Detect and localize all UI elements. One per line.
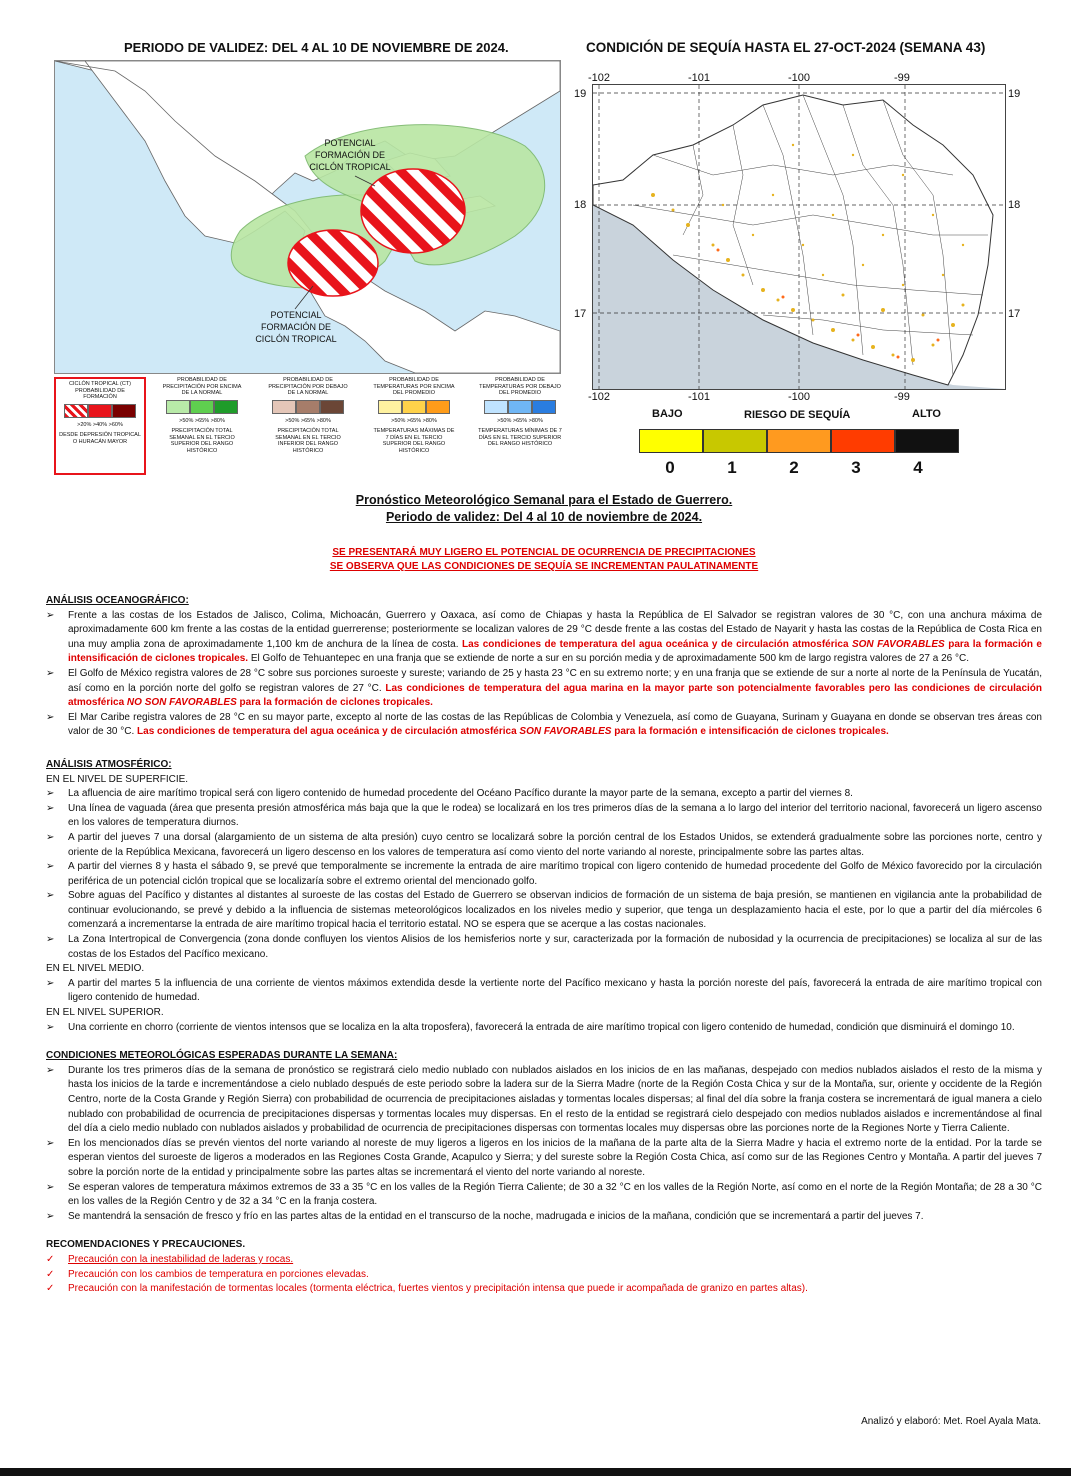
list-item (46, 889, 1042, 933)
y-tick-left: 17 (574, 308, 587, 320)
arrow-bullet-icon: ➢ (46, 1137, 55, 1149)
cond2-text: En los mencionados días se prevén vientos del norte variando al noreste de muy ligeros a ligeros en los inicios de la mañana de la parte alta de la Sierra Madre y hacia el extremo norte de la entidad. Por la tarde se esperan vientos del suroeste de ligeros a moderados en las Regiones Costa Grande, Acapulco y Sierra; y del sureste sobre la Región Costa Chica, así como sur de las Regiones Centro y Montaña. A partir del jueves 7 sobre la porción norte de la entidad y principalmente sobre las partes altas se incrementará el viento del norte variando al noreste. (68, 1137, 1042, 1178)
cyclone-label-top: POTENCIAL FORMACIÓN DE CICLÓN TROPICAL (309, 138, 391, 172)
level-surface: EN EL NIVEL DE SUPERFICIE. (46, 773, 189, 785)
legend-swatch (378, 400, 402, 414)
legend-swatch (320, 400, 344, 414)
legend-ticks: >50% >65% >80% (391, 417, 437, 424)
y-tick-right: 17 (1008, 308, 1021, 320)
legend-head: PROBABILIDAD DE PRECIPITACIÓN POR DEBAJO DE LA NORMAL (268, 377, 348, 396)
legend-ticks: >20% >40% >60% (77, 421, 123, 428)
list-item (46, 831, 1042, 860)
forecast-map (54, 60, 561, 374)
scale-low-label: BAJO (652, 408, 683, 420)
arrow-bullet-icon: ➢ (46, 1181, 55, 1193)
legend-head: PROBABILIDAD DE TEMPERATURAS POR DEBAJO DEL PROMEDIO (479, 377, 561, 396)
map-legend (54, 377, 562, 477)
legend-desc: TEMPERATURAS MÍNIMAS DE 7 DÍAS EN EL TERCIO SUPERIOR DEL RANGO HISTÓRICO (478, 428, 562, 447)
list-item (46, 860, 1042, 889)
scale-swatch-3 (831, 429, 895, 453)
list-item (46, 787, 1042, 802)
x-tick-bottom: -101 (688, 391, 711, 403)
legend-swatch (166, 400, 190, 414)
scale-swatch-0 (639, 429, 703, 453)
ocean2-red-end: para la formación de ciclones tropicales. (236, 697, 433, 709)
atm3-text: A partir del jueves 7 una dorsal (alargamiento de un sistema de alta presión) cuyo centro se localizará sobre la porción central de los Estados Unidos, se extenderá gradualmente sobre las porciones norte, centro y oriente de la República Mexicana, favorecerá un ligero descenso en los valores de temperatura así como viento del norte variando al noreste, principalmente sobre las partes altas. (68, 831, 1042, 858)
legend-swatch (214, 400, 238, 414)
x-tick-bottom: -100 (788, 391, 811, 403)
section-conditions-title: CONDICIONES METEOROLÓGICAS ESPERADAS DURANTE LA SEMANA: (46, 1050, 398, 1062)
arrow-bullet-icon: ➢ (46, 934, 55, 946)
document-body (46, 492, 1042, 1297)
cond4-text: Se mantendrá la sensación de fresco y frío en las partes altas de la entidad en el transcurso de la noche, madrugada e inicios de la mañana, condición que se incrementará a partir del jueves 7. (68, 1210, 924, 1222)
legend-cyclone (54, 377, 146, 475)
legend-head: CICLÓN TROPICAL (CT) PROBABILIDAD DE FORMACIÓN (68, 381, 132, 400)
list-item (46, 1282, 1042, 1297)
rec1-text: Precaución con la inestabilidad de laderas y rocas. (68, 1253, 294, 1265)
arrow-bullet-icon: ➢ (46, 831, 55, 843)
legend-swatch (532, 400, 556, 414)
x-tick-bottom: -102 (588, 391, 611, 403)
y-tick-right: 19 (1008, 88, 1021, 100)
section-atm-title: ANÁLISIS ATMOSFÉRICO: (46, 758, 172, 770)
bottom-bar (0, 1468, 1071, 1476)
ocean2-red: Las condiciones de temperatura del agua marina en la mayor parte son potencialmente favorables pero las condiciones de circulación atmosférica (68, 682, 1042, 709)
legend-desc: DESDE DEPRESIÓN TROPICAL O HURACÁN MAYOR (59, 432, 141, 445)
cond3-text: Se esperan valores de temperatura máximos extremos de 33 a 35 °C en los valles de la Región Tierra Caliente; de 30 a 32 °C en los valles de la Región Norte, así como en el norte de la Región Montaña; de 28 a 30 °C en los valles de la Región Centro y de 32 a 34 °C en la franja costera. (68, 1181, 1042, 1208)
legend-desc: PRECIPITACIÓN TOTAL SEMANAL EN EL TERCIO INFERIOR DEL RANGO HISTÓRICO (275, 428, 341, 454)
legend-swatch (402, 400, 426, 414)
legend-swatch (64, 404, 88, 418)
section-ocean-title: ANÁLISIS OCEANOGRÁFICO: (46, 595, 189, 606)
legend-ticks: >50% >65% >80% (179, 417, 225, 424)
legend-swatch (296, 400, 320, 414)
ocean3-red-end: para la formación e intensificación de ciclones tropicales. (611, 726, 889, 738)
scale-title: RIESGO DE SEQUÍA (744, 409, 851, 421)
arrow-bullet-icon: ➢ (46, 890, 55, 902)
x-tick-top: -99 (894, 72, 910, 84)
atm6-text: La Zona Intertropical de Convergencia (zona donde confluyen los vientos Alisios de los hemisferios norte y sur, caracterizada por la formación de nubosidad y la ocurrencia de precipitaciones) se localiza al sur de las costas de los Estados del Pacífico mexicano. (68, 934, 1042, 960)
ocean1-red-italic: SON FAVORABLES (851, 638, 945, 650)
author-signature: Analizó y elaboró: Met. Roel Ayala Mata. (861, 1416, 1041, 1427)
doc-period: Periodo de validez: Del 4 al 10 de noviembre de 2024. (385, 510, 703, 524)
alert-precip: SE PRESENTARÁ MUY LIGERO EL POTENCIAL DE OCURRENCIA DE PRECIPITACIONES (332, 547, 756, 558)
scale-high-label: ALTO (912, 408, 941, 420)
arrow-bullet-icon: ➢ (46, 667, 55, 679)
list-item (46, 711, 1042, 740)
atm2-text: Una línea de vaguada (área que presenta presión atmosférica más baja que la que le rodea) se localizará en los tres primeros días de la semana a lo largo del interior del territorio nacional, favorecerá un ligero ascenso en los valores de temperatura diurnos. (68, 802, 1042, 829)
check-icon: ✓ (46, 1283, 55, 1295)
legend-head: PROBABILIDAD DE PRECIPITACIÓN POR ENCIMA DE LA NORMAL (162, 377, 242, 396)
legend-swatch (508, 400, 532, 414)
atm7-text: A partir del martes 5 la influencia de una corriente de vientos máximos extendida desde la vertiente norte del Pacífico mexicano y hasta la porción noreste del país, favorecerá la entrada de aire marítimo tropical con ligero contenido de humedad. (68, 977, 1042, 1004)
list-item (46, 977, 1042, 1006)
arrow-bullet-icon: ➢ (46, 711, 55, 723)
x-tick-bottom: -99 (894, 391, 910, 403)
drought-scale-numbers (639, 458, 949, 478)
list-item (46, 667, 1042, 711)
scale-swatch-1 (703, 429, 767, 453)
legend-temp-above (372, 377, 456, 454)
x-tick-top: -101 (688, 72, 711, 84)
legend-desc: PRECIPITACIÓN TOTAL SEMANAL EN EL TERCIO SUPERIOR DEL RANGO HISTÓRICO (169, 428, 235, 454)
legend-swatch (272, 400, 296, 414)
legend-swatch (426, 400, 450, 414)
drought-map-graphic (593, 85, 1005, 389)
legend-head: PROBABILIDAD DE TEMPERATURAS POR ENCIMA DEL PROMEDIO (373, 377, 455, 396)
list-item (46, 1064, 1042, 1137)
y-tick-left: 18 (574, 199, 587, 211)
list-item (46, 802, 1042, 831)
drought-scale (639, 429, 959, 453)
arrow-bullet-icon: ➢ (46, 788, 55, 800)
list-item (46, 1210, 1042, 1225)
alert-drought: SE OBSERVA QUE LAS CONDICIONES DE SEQUÍA SE INCREMENTAN PAULATINAMENTE (329, 561, 759, 572)
atm4-text: A partir del viernes 8 y hasta el sábado 9, se prevé que temporalmente se incremente la entrada de aire marítimo tropical con ligero contenido de humedad procedente del Golfo de México favorecido por la circulación periférica de un potencial ciclón tropical que se localizaría sobre el extremo oriental del mencionado golfo. (68, 861, 1042, 887)
legend-swatch (190, 400, 214, 414)
list-item (46, 1021, 1042, 1036)
ocean1-red: Las condiciones de temperatura del agua oceánica y de circulación atmosférica (461, 638, 852, 650)
x-tick-top: -100 (788, 72, 811, 84)
rec2-text: Precaución con los cambios de temperatura en porciones elevadas. (68, 1268, 369, 1280)
drought-map (592, 84, 1006, 390)
list-item (46, 1137, 1042, 1181)
scale-swatch-4 (895, 429, 959, 453)
atm8-text: Una corriente en chorro (corriente de vientos intensos que se localiza en la alta troposfera), favorecerá la entrada de aire marítimo tropical con ligero contenido de humedad, condición que disminuirá el domingo 10. (68, 1021, 1015, 1033)
scale-num: 0 (665, 458, 675, 477)
ocean2-text: El Golfo de México registra valores de 28 °C sobre sus porciones suroeste y sureste; variando de 25 y hasta 23 °C en su extremo norte; y en una franja que se extiende de sur a norte al norte de la Península de Yucatán, así como en la porción norte del golfo se registran valores de 27 °C. (68, 667, 1042, 694)
atm5-text: Sobre aguas del Pacífico y distantes al distantes al suroeste de las costas del Estado de Guerrero se observan indicios de formación de un sistema de baja presión, se mantienen en vigilancia ante la probabilidad de continuar evolucionando, se prevé y debido a la influencia de sistemas meteorológicos localizados en los niveles medio y superior, que tenga un desplazamiento hacia el este, por lo que a partir del día miércoles 6 comenzará a incrementarse la entrada de aire marítimo tropical hacia el territorio estatal. NO se espera que se acerque a las costas nacionales. (68, 890, 1042, 931)
ocean1-text-end: El Golfo de Tehuantepec en una franja que se extiende de norte a sur en su porción media y de aproximadamente 500 km de largo registra valores de 27 a 26 °C. (248, 653, 969, 665)
legend-precip-below (266, 377, 350, 454)
section-recommendations-title: RECOMENDACIONES Y PRECAUCIONES. (46, 1239, 246, 1251)
ocean1-red-end: para la formación e intensificación de ciclones tropicales. (68, 638, 1042, 665)
scale-num: 1 (727, 458, 737, 477)
list-item (46, 1253, 1042, 1268)
arrow-bullet-icon: ➢ (46, 1064, 55, 1076)
legend-ticks: >50% >65% >80% (497, 417, 543, 424)
ocean3-text: El Mar Caribe registra valores de 28 °C en su mayor parte, excepto al norte de las costas de las Repúblicas de Colombia y Venezuela, así como de Guayana, Surinam y Guayana en donde se observan tres áreas con valor de 30 °C. (68, 711, 1042, 738)
y-tick-right: 18 (1008, 199, 1021, 211)
x-tick-top: -102 (588, 72, 611, 84)
arrow-bullet-icon: ➢ (46, 977, 55, 989)
left-map-title: PERIODO DE VALIDEZ: DEL 4 AL 10 DE NOVIEMBRE DE 2024. (124, 40, 509, 55)
list-item (46, 1181, 1042, 1210)
list-item (46, 933, 1042, 962)
scale-swatch-2 (767, 429, 831, 453)
ocean2-red-italic: NO SON FAVORABLES (126, 697, 237, 709)
doc-title: Pronóstico Meteorológico Semanal para el Estado de Guerrero. (355, 493, 733, 507)
level-medium: EN EL NIVEL MEDIO. (46, 963, 145, 975)
check-icon: ✓ (46, 1268, 55, 1280)
legend-precip-above (160, 377, 244, 454)
legend-desc: TEMPERATURAS MÁXIMAS DE 7 DÍAS EN EL TERCIO SUPERIOR DEL RANGO HISTÓRICO (373, 428, 455, 454)
cyclone-label-bottom: POTENCIAL FORMACIÓN DE CICLÓN TROPICAL (255, 310, 337, 344)
scale-num: 2 (789, 458, 799, 477)
legend-swatch (484, 400, 508, 414)
arrow-bullet-icon: ➢ (46, 802, 55, 814)
legend-swatch (112, 404, 136, 418)
legend-temp-below (478, 377, 562, 448)
ocean3-red-italic: SON FAVORABLES (519, 726, 612, 738)
arrow-bullet-icon: ➢ (46, 861, 55, 873)
y-tick-left: 19 (574, 88, 587, 100)
list-item (46, 609, 1042, 667)
check-icon: ✓ (46, 1253, 55, 1265)
legend-swatch (88, 404, 112, 418)
ocean3-red: Las condiciones de temperatura del agua oceánica y de circulación atmosférica (137, 726, 520, 738)
cond1-text: Durante los tres primeros días de la semana de pronóstico se registrará cielo medio nublado con nublados aislados en los inicios de en las mañanas, despejado con medios nublados aislados el resto de la misma y hasta los inicios de la tarde e incrementándose a cielo nublado después de este periodo sobre la ladera sur de la Sierra Madre (norte de la Región Costa Chica y sur de la Montaña, sur, oriente y occidente de la Región Centro, norte de la Costa Grande y Región Sierra) con probabilidad de ocurrencia de precipitaciones aisladas y tormentas locales dispersas; al final del día sobre la franja costera se incrementará de igual manera a cielo nublado con probabilidad de ocurrencia de precipitaciones dispersas y tormentas locales muy dispersas. En el resto de la entidad se registrará cielo despejado con medios nublados aislados e incrementándose al final del día a cielo medio nublado con nublados aislados y probabilidad de ocurrencia de precipitaciones dispersas con tormentas locales muy dispersas obre las porciones norte de la Regiones Norte y Tierra Caliente. (68, 1064, 1042, 1135)
arrow-bullet-icon: ➢ (46, 609, 55, 621)
scale-num: 4 (913, 458, 923, 477)
level-upper: EN EL NIVEL SUPERIOR. (46, 1007, 164, 1019)
legend-ticks: >50% >65% >80% (285, 417, 331, 424)
drought-map-title: CONDICIÓN DE SEQUÍA HASTA EL 27-OCT-2024 (SEMANA 43) (586, 40, 986, 55)
arrow-bullet-icon: ➢ (46, 1210, 55, 1222)
list-item (46, 1268, 1042, 1283)
scale-num: 3 (851, 458, 861, 477)
ocean1-text: Frente a las costas de los Estados de Jalisco, Colima, Michoacán, Guerrero y Oaxaca, así como de Chiapas y hasta la República de El Salvador se registran valores de 30 °C, con una anchura máxima de aproximadamente 600 km frente a las costas de la entidad guerrerense; posteriormente se localizan valores de 29 °C desde frente a las costas del Estado de Nayarit y hasta las costas de la República de Costa Rica en una muy amplia zona de aproximadamente 1,100 km de anchura de la línea de costa. (68, 609, 1042, 650)
rec3-text: Precaución con la manifestación de tormentas locales (tormenta eléctrica, fuertes vientos y precipitación intensa que puede ir acompañada de granizo en partes altas). (68, 1283, 808, 1295)
arrow-bullet-icon: ➢ (46, 1021, 55, 1033)
atm1-text: La afluencia de aire marítimo tropical será con ligero contenido de humedad procedente del Océano Pacífico durante la mayor parte de la semana, excepto a partir del viernes 8. (68, 788, 853, 800)
